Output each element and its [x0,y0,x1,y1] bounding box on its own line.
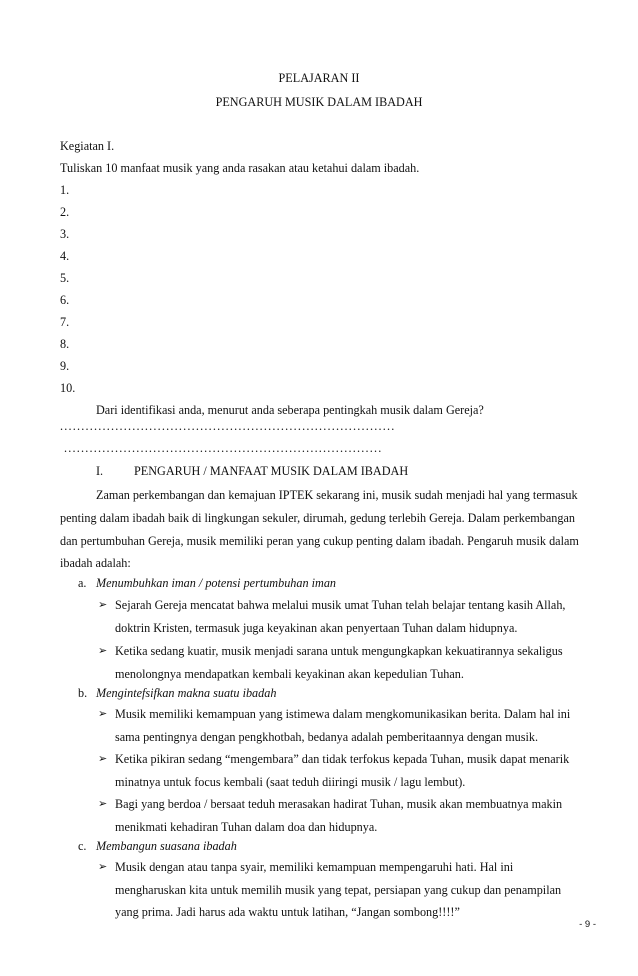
list-number: 3. [60,227,70,241]
list-number: 8. [60,337,70,351]
arrow-bullet-icon: ➢ [98,860,108,873]
arrow-bullet-icon: ➢ [98,644,108,657]
arrow-bullet-icon: ➢ [98,797,108,810]
item-title: Menumbuhkan iman / potensi pertumbuhan iman [96,576,337,590]
bullet-text: Ketika pikiran sedang “mengembara” dan tidak terfokus kepada Tuhan, musik dapat menarik [115,752,570,766]
arrow-bullet-icon: ➢ [98,752,108,765]
paragraph-line: Zaman perkembangan dan kemajuan IPTEK sekarang ini, musik sudah menjadi hal yang termasuk [96,488,578,502]
list-number: 9. [60,359,70,373]
page-subtitle: PENGARUH MUSIK DALAM IBADAH [215,95,423,109]
paragraph-line: dan pertumbuhan Gereja, musik memiliki peran yang cukup penting dalam ibadah. Pengaruh musik dalam [60,534,579,548]
item-title: Mengintefsifkan makna suatu ibadah [96,686,277,700]
instruction-text: Tuliskan 10 manfaat musik yang anda rasakan atau ketahui dalam ibadah. [60,161,420,175]
bullet-text: Ketika sedang kuatir, musik menjadi sarana untuk mengungkapkan kekuatirannya sekaligus [115,644,563,658]
item-title: Membangun suasana ibadah [96,839,237,853]
bullet-text: Bagi yang berdoa / bersaat teduh merasakan hadirat Tuhan, musik akan membuatnya makin [115,797,563,811]
section-number: I. [96,464,104,478]
list-number: 5. [60,271,70,285]
paragraph-line: penting dalam ibadah baik di lingkungan sekuler, dirumah, gedung terlebih Gereja. Dalam perkembangan [60,511,575,525]
bullet-text: menolongnya mendapatkan kembali keyakinan akan kepedulian Tuhan. [115,667,464,681]
bullet-text: doktrin Kristen, termasuk juga keyakinan akan penyertaan Tuhan dalam hidupnya. [115,621,518,635]
list-number: 6. [60,293,70,307]
activity-label: Kegiatan I. [60,139,115,153]
paragraph-line: ibadah adalah: [60,556,131,570]
bullet-text: menikmati kehadiran Tuhan dalam doa dan hidupnya. [115,820,378,834]
arrow-bullet-icon: ➢ [98,707,108,720]
bullet-text: sama pentingnya dengan pengkhotbah, bedanya adalah pemberitaannya dengan musik. [115,730,539,744]
list-number: 10. [60,381,76,395]
question-text: Dari identifikasi anda, menurut anda seberapa pentingkah musik dalam Gereja? [96,403,484,417]
bullet-text: yang prima. Jadi harus ada waktu untuk latihan, “Jangan sombong!!!!” [115,905,460,919]
bullet-text: Musik dengan atau tanpa syair, memiliki kemampuan mempengaruhi hati. Hal ini [115,860,514,874]
item-label: a. [78,576,87,590]
list-number: 2. [60,205,70,219]
item-label: b. [78,686,88,700]
list-number: 4. [60,249,70,263]
arrow-bullet-icon: ➢ [98,598,108,611]
bullet-text: Musik memiliki kemampuan yang istimewa dalam mengkomunikasikan berita. Dalam hal ini [115,707,571,721]
page-number: - 9 - [579,919,596,930]
bullet-text: mengharuskan kita untuk memilih musik yang tepat, persiapan yang cukup dan penampilan [115,883,562,897]
answer-dots-line: ........................................................................... [64,441,383,455]
bullet-text: minatnya untuk focus kembali (saat teduh diiringi musik / lagu lembut). [115,775,466,789]
list-number: 1. [60,183,70,197]
answer-dots-line: ............................................................................... [60,419,396,433]
bullet-text: Sejarah Gereja mencatat bahwa melalui musik umat Tuhan telah belajar tentang kasih Allah, [115,598,566,612]
item-label: c. [78,839,87,853]
list-number: 7. [60,315,70,329]
section-heading: PENGARUH / MANFAAT MUSIK DALAM IBADAH [134,464,409,478]
page-title: PELAJARAN II [278,71,360,85]
